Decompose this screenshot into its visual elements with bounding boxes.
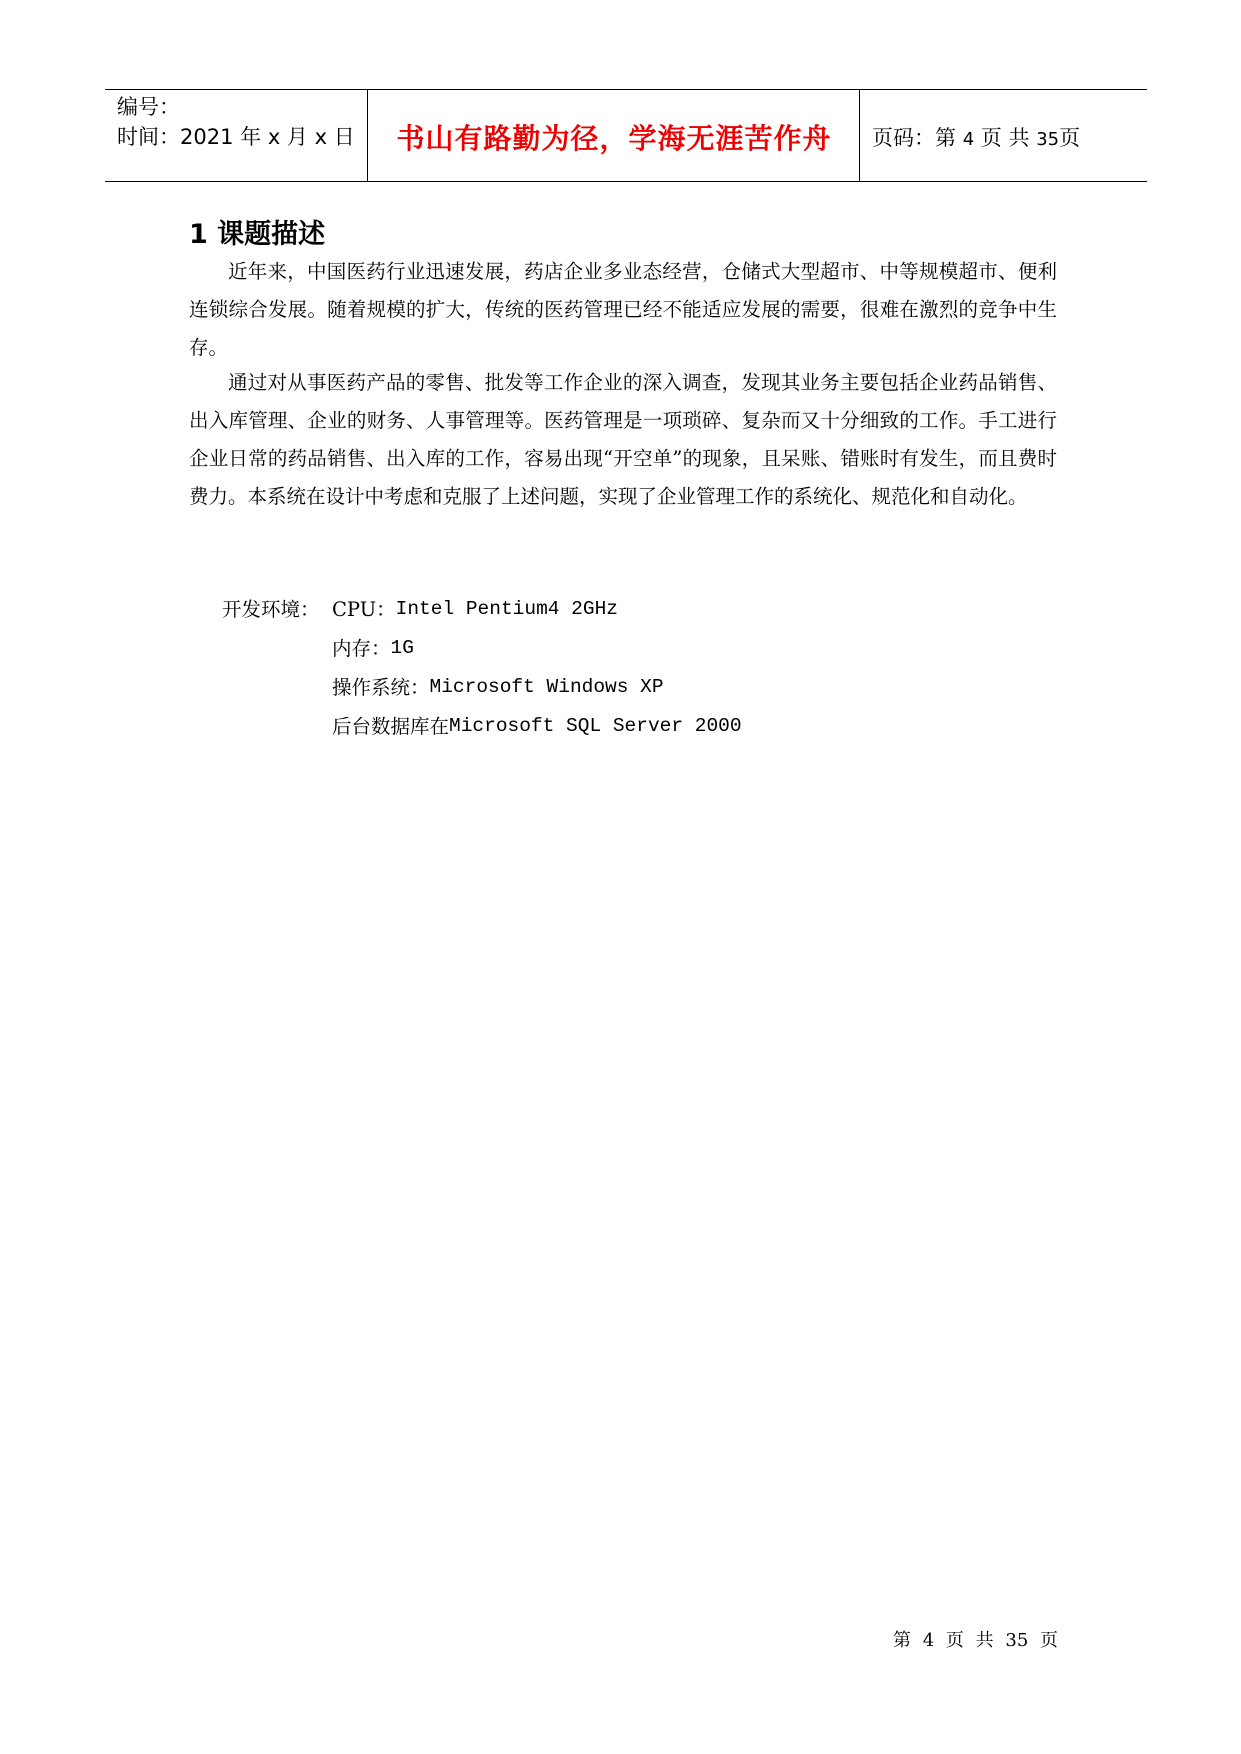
dev-environment xyxy=(222,590,742,746)
document-number-label: 编号： xyxy=(117,95,180,119)
header-divider-left xyxy=(367,90,368,181)
os-label: 操作系统： xyxy=(332,676,430,699)
db-value: Microsoft SQL Server 2000 xyxy=(449,715,742,737)
env-row-cpu xyxy=(222,590,742,629)
cpu-label: CPU： xyxy=(332,598,396,621)
time-year: 2021 xyxy=(180,125,234,149)
paragraph-2: 通过对从事医药产品的零售、批发等工作企业的深入调查，发现其业务主要包括企业药品销售、出入库管理、企业的财务、人事管理等。医药管理是一项琐碎、复杂而又十分细致的工作。手工进行企业日常的药品销售、出入库的工作，容易出现“开空单”的现象，且呆账、错账时有发生，而且费时费力。本系统在设计中考虑和克服了上述问题，实现了企业管理工作的系统化、规范化和自动化。 xyxy=(189,371,1057,508)
env-row-memory xyxy=(222,629,742,668)
memory-value: 1G xyxy=(390,637,414,659)
header-meta xyxy=(117,92,367,152)
document-time xyxy=(117,122,367,152)
header-divider-right xyxy=(859,90,860,181)
paragraph-1: 近年来，中国医药行业迅速发展，药店企业多业态经营，仓储式大型超市、中等规模超市、便利连锁综合发展。随着规模的扩大，传统的医药管理已经不能适应发展的需要，很难在激烈的竞争中生存。 xyxy=(189,260,1057,359)
cpu-value: Intel Pentium4 2GHz xyxy=(395,598,618,620)
env-row-os xyxy=(222,668,742,707)
time-date-placeholder: 年 x 月 x 日 xyxy=(240,125,355,149)
env-label: 开发环境： xyxy=(222,598,320,621)
current-page-number: 4 xyxy=(962,129,975,150)
page-header xyxy=(105,89,1147,182)
time-label: 时间： xyxy=(117,125,180,149)
memory-label: 内存： xyxy=(332,637,391,660)
total-page-number: 35 xyxy=(1036,129,1060,150)
section-heading: 1 课题描述 xyxy=(189,219,326,250)
header-motto: 书山有路勤为径，学海无涯苦作舟 xyxy=(396,122,832,155)
env-row-database xyxy=(222,707,742,746)
db-label: 后台数据库在 xyxy=(332,715,450,738)
page-mid-label: 页 共 xyxy=(980,126,1030,150)
page-label: 页码：第 xyxy=(872,126,956,150)
page-suffix: 页 xyxy=(1059,126,1081,150)
os-value: Microsoft Windows XP xyxy=(429,676,664,698)
page-footer: 第 4 页 共 35 页 xyxy=(893,1630,1058,1651)
header-page-info xyxy=(872,122,1080,152)
